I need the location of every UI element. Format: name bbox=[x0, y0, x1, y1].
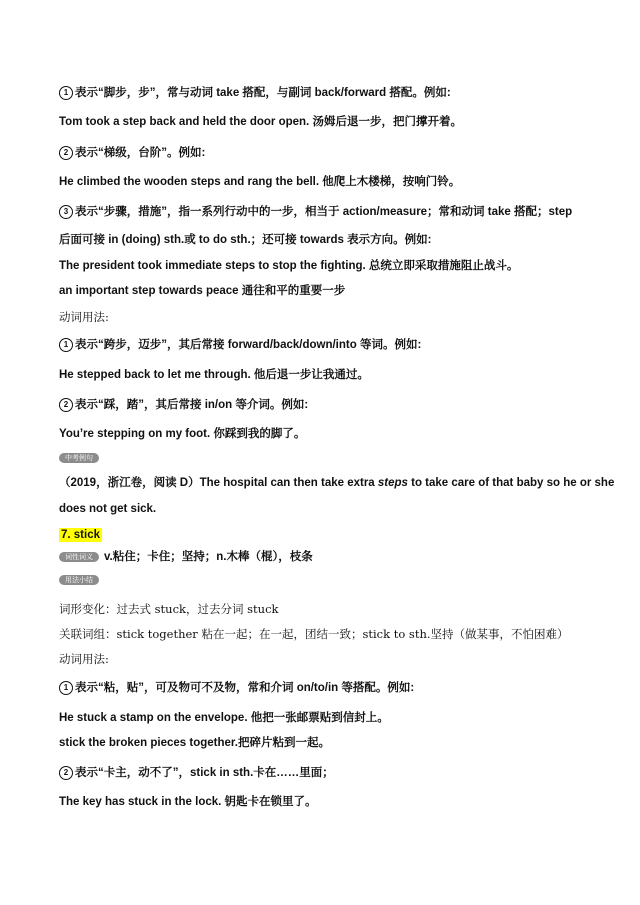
circled-number: 1 bbox=[59, 86, 73, 100]
exam-example: （2019，浙江卷，阅读 D）The hospital can then take extra steps to take care of that baby so he or she bbox=[59, 477, 615, 489]
example-phrase: an important step towards peace 通往和平的重要一步 bbox=[59, 285, 346, 297]
example-phrase: stick the broken pieces together.把碎片粘到一起。 bbox=[59, 737, 330, 749]
badge-pos-meaning: 词性词义 bbox=[59, 552, 99, 562]
example-sentence: The president took immediate steps to stop the fighting. 总统立即采取措施阻止战斗。 bbox=[59, 260, 519, 272]
verb-sense-1: 1 表示“跨步，迈步”，其后常接 forward/back/down/into 等词。例如: bbox=[59, 337, 421, 353]
badge-usage-summary: 用法小结 bbox=[59, 575, 99, 585]
verb-sense-2: 2 表示“踩，踏”，其后常接 in/on 等介词。例如: bbox=[59, 397, 308, 413]
example-sentence: He climbed the wooden steps and rang the bell. 他爬上木楼梯，按响门铃。 bbox=[59, 176, 461, 188]
circled-number: 2 bbox=[59, 146, 73, 160]
word-forms: 词形变化：过去式 stuck，过去分词 stuck bbox=[59, 602, 279, 616]
circled-number: 2 bbox=[59, 398, 73, 412]
stick-sense-2: 2 表示“卡主，动不了”，stick in sth.卡在……里面； bbox=[59, 765, 334, 781]
sense-step-1: 1 表示“脚步，步”，常与动词 take 搭配，与副词 back/forward 搭配。例如: bbox=[59, 85, 451, 101]
circled-number: 2 bbox=[59, 766, 73, 780]
word-heading-highlight: 7. stick bbox=[61, 529, 100, 541]
sense-step-3: 3 表示“步骤，措施”，指一系列行动中的一步，相当于 action/measure；常和动词 take 搭配；step bbox=[59, 204, 572, 220]
stick-sense-1: 1 表示“粘，贴”，可及物可不及物，常和介词 on/to/in 等搭配。例如: bbox=[59, 680, 414, 696]
section-label: 动词用法: bbox=[59, 310, 109, 324]
section-label: 动词用法: bbox=[59, 652, 109, 666]
circled-number: 3 bbox=[59, 205, 73, 219]
sense-step-2: 2 表示“梯级，台阶”。例如: bbox=[59, 145, 205, 161]
badge-exam-example: 中考例句 bbox=[59, 453, 99, 463]
word-heading bbox=[59, 526, 102, 543]
text-line: 后面可接 in (doing) sth.或 to do sth.；还可接 towards 表示方向。例如: bbox=[59, 234, 432, 246]
example-sentence: Tom took a step back and held the door open. 汤姆后退一步，把门撑开着。 bbox=[59, 116, 462, 128]
example-sentence: You’re stepping on my foot. 你踩到我的脚了。 bbox=[59, 428, 306, 440]
exam-example-cont: does not get sick. bbox=[59, 503, 157, 515]
definition: v.粘住；卡住；坚持；n.木棒（棍），枝条 bbox=[104, 551, 313, 563]
example-sentence: The key has stuck in the lock. 钥匙卡在锁里了。 bbox=[59, 796, 317, 808]
example-sentence: He stuck a stamp on the envelope. 他把一张邮票贴到信封上。 bbox=[59, 712, 389, 724]
example-sentence: He stepped back to let me through. 他后退一步让我通过。 bbox=[59, 369, 369, 381]
circled-number: 1 bbox=[59, 681, 73, 695]
circled-number: 1 bbox=[59, 338, 73, 352]
related-phrases: 关联词组：stick together 粘在一起；在一起，团结一致；stick to sth.坚持（做某事，不怕困难） bbox=[59, 627, 569, 641]
